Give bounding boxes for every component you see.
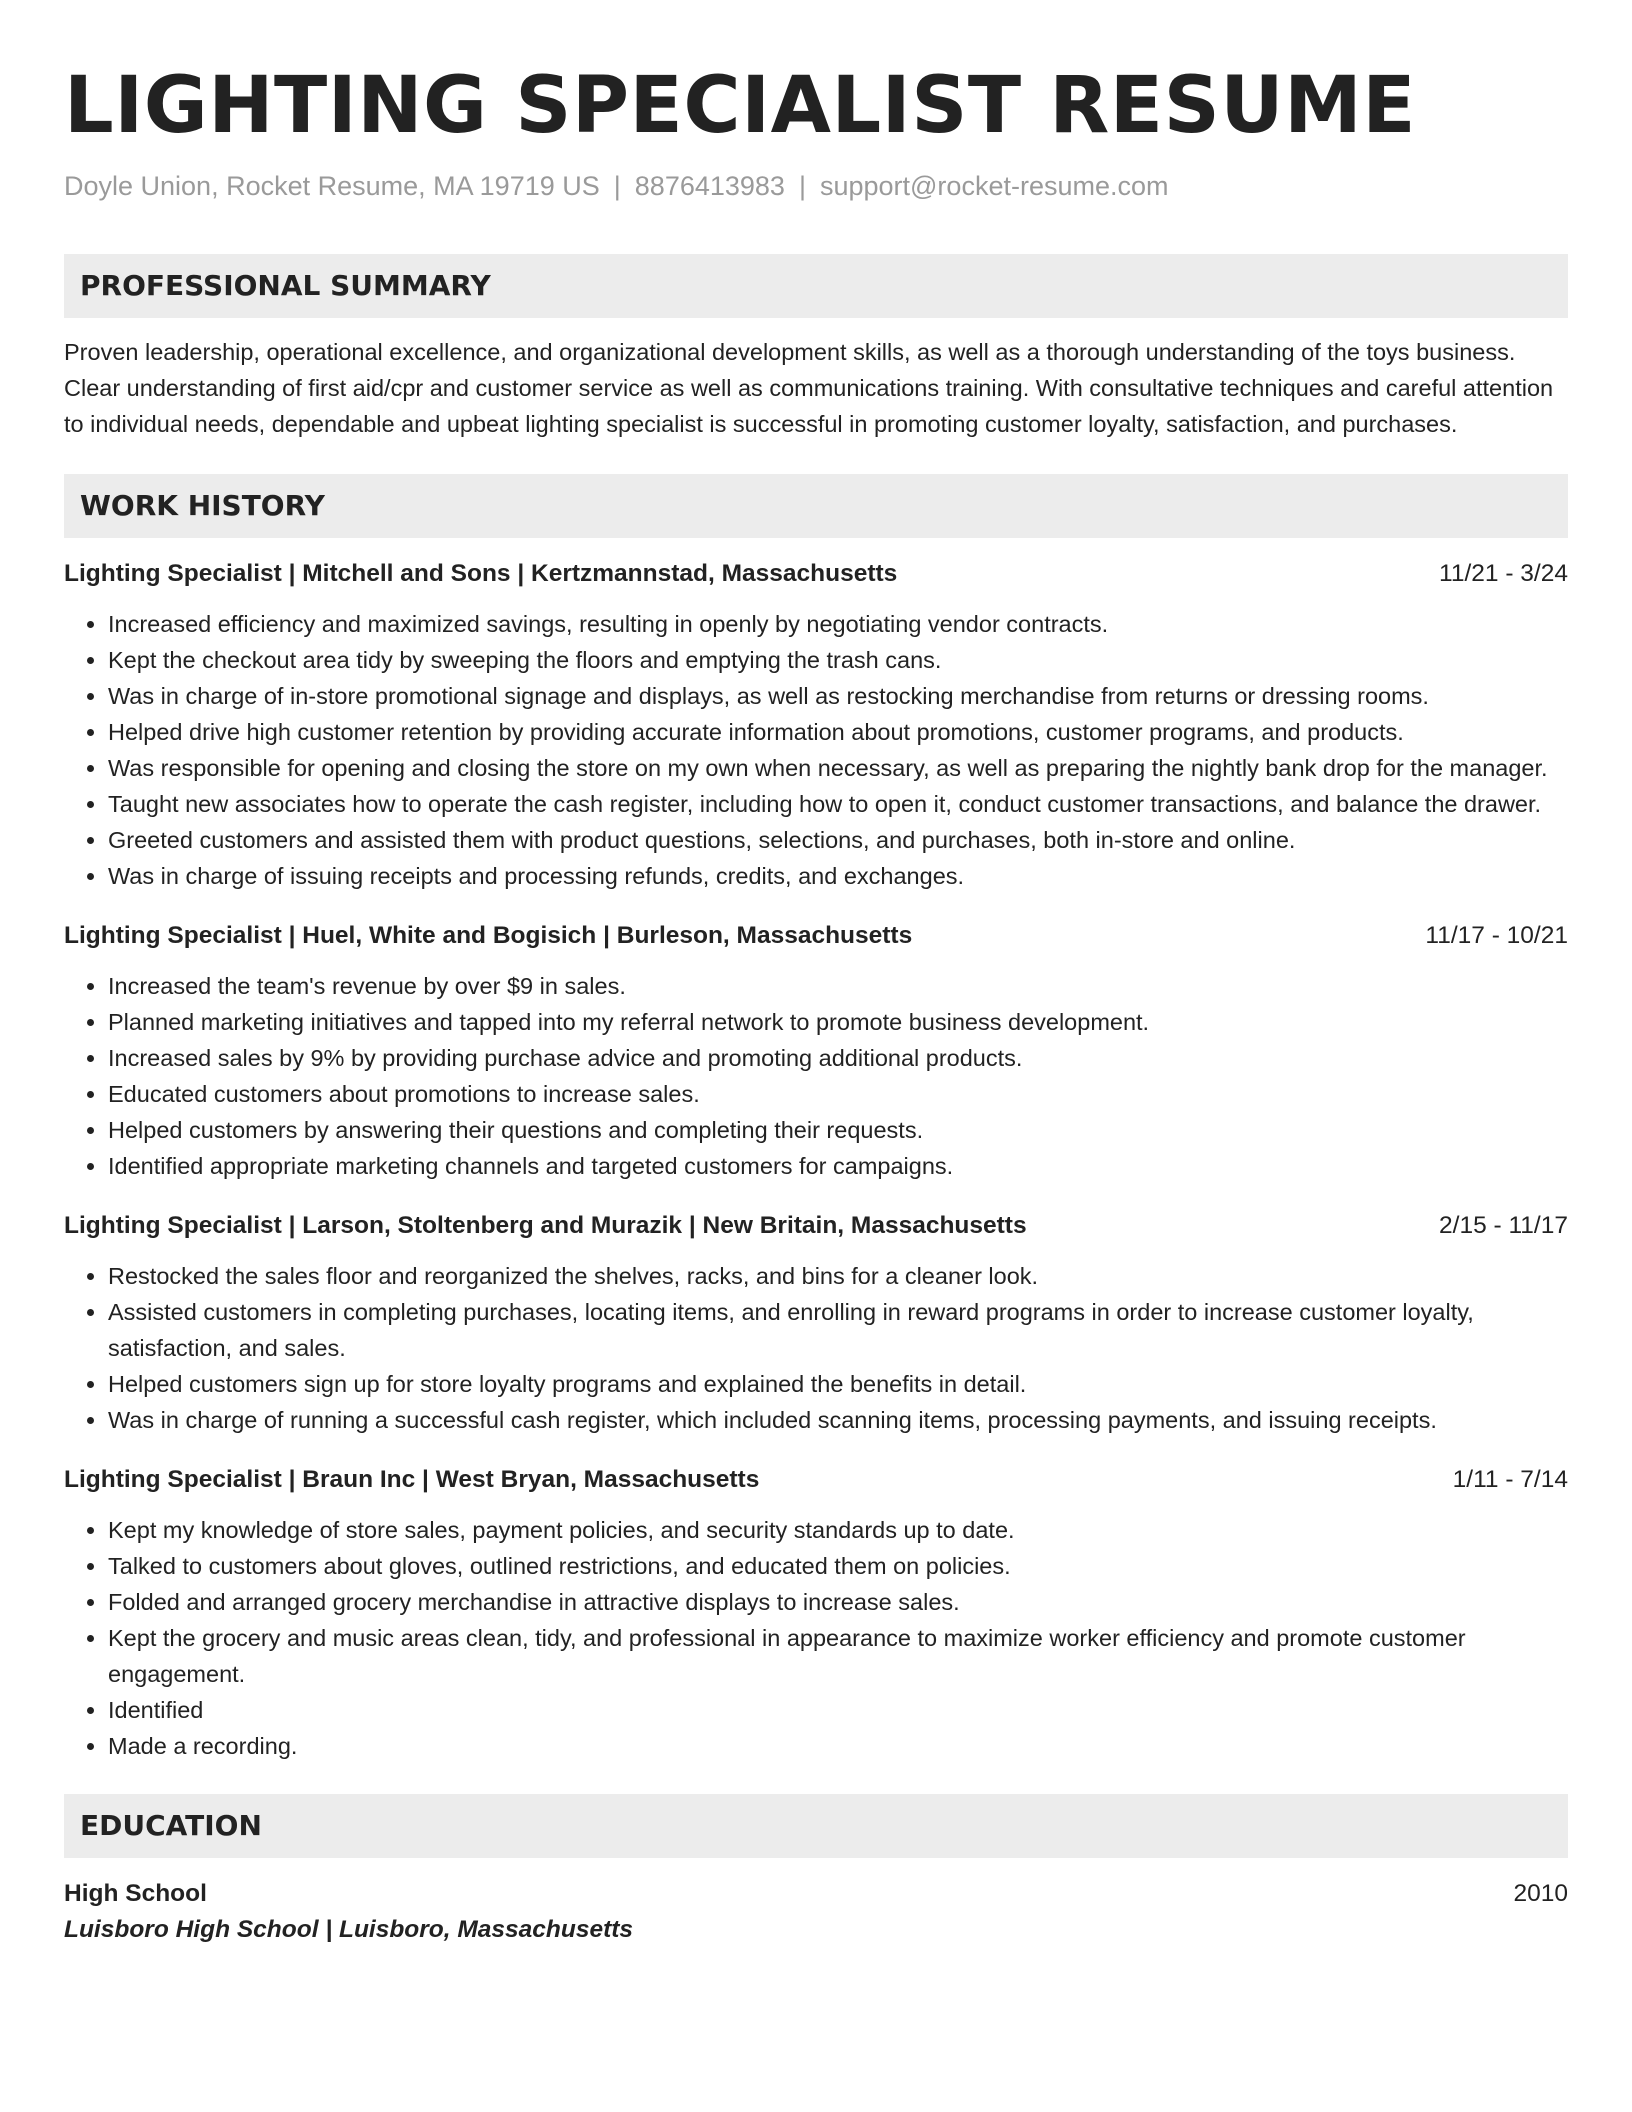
job-title: Lighting Specialist | Larson, Stoltenberg and Murazik | New Britain, Massachusetts <box>64 1212 1027 1239</box>
bullet-item: • Made a recording. <box>108 1728 1568 1764</box>
summary-text: Proven leadership, operational excellence, and organizational development skills, as well as a thorough understanding of the toys business. Clear understanding of first aid/cpr and customer service as well as communications training. With consultative techniques and careful attention to individual needs, dependable and upbeat lighting specialist is successful in promoting customer loyalty, satisfaction, and purchases. <box>64 339 1554 437</box>
bullet-item: • Was in charge of issuing receipts and processing refunds, credits, and exchanges. <box>108 858 1568 894</box>
bullet-item: • Increased the team's revenue by over $9 in sales. <box>108 968 1568 1004</box>
bullet-item: • Talked to customers about gloves, outlined restrictions, and educated them on policies. <box>108 1548 1568 1584</box>
job-title: Lighting Specialist | Huel, White and Bogisich | Burleson, Massachusetts <box>64 922 913 949</box>
job-entry <box>64 1208 1568 1438</box>
bullet-item: • Assisted customers in completing purchases, locating items, and enrolling in reward programs in order to increase customer loyalty, satisfaction, and sales. <box>108 1294 1568 1366</box>
education-year: 2010 <box>1513 1880 1568 1907</box>
job-entry <box>64 556 1568 894</box>
contact-phone: 8876413983 <box>634 171 785 201</box>
job-entry <box>64 918 1568 1184</box>
bullet-item: • Identified <box>108 1692 1568 1728</box>
bullet-item: • Folded and arranged grocery merchandise in attractive displays to increase sales. <box>108 1584 1568 1620</box>
bullet-item: • Kept my knowledge of store sales, payment policies, and security standards up to date. <box>108 1512 1568 1548</box>
bullet-item: • Was in charge of in-store promotional signage and displays, as well as restocking merchandise from returns or dressing rooms. <box>108 678 1568 714</box>
job-bullets <box>64 968 1568 1184</box>
bullet-item: • Restocked the sales floor and reorganized the shelves, racks, and bins for a cleaner look. <box>108 1258 1568 1294</box>
contact-email: support@rocket-resume.com <box>819 171 1169 201</box>
job-dates: 2/15 - 11/17 <box>1439 1212 1568 1239</box>
bullet-item: • Helped customers by answering their questions and completing their requests. <box>108 1112 1568 1148</box>
bullet-item: • Greeted customers and assisted them with product questions, selections, and purchases, both in-store and online. <box>108 822 1568 858</box>
job-bullets <box>64 606 1568 894</box>
section-heading-education: EDUCATION <box>64 1794 1568 1858</box>
job-title: Lighting Specialist | Mitchell and Sons | Kertzmannstad, Massachusetts <box>64 560 898 587</box>
job-dates: 11/17 - 10/21 <box>1425 922 1568 949</box>
contact-separator: | <box>613 171 621 201</box>
section-heading-summary: PROFESSIONAL SUMMARY <box>64 254 1568 318</box>
job-dates: 11/21 - 3/24 <box>1439 560 1568 587</box>
resume-title: LIGHTING SPECIALIST RESUME <box>64 61 1416 151</box>
education-degree: High School <box>64 1880 207 1907</box>
contact-separator: | <box>798 171 806 201</box>
job-title: Lighting Specialist | Braun Inc | West Bryan, Massachusetts <box>64 1466 760 1493</box>
bullet-item: • Kept the checkout area tidy by sweeping the floors and emptying the trash cans. <box>108 642 1568 678</box>
bullet-item: • Was responsible for opening and closing the store on my own when necessary, as well as preparing the nightly bank drop for the manager. <box>108 750 1568 786</box>
education-entry <box>64 1876 1568 1948</box>
bullet-item: • Educated customers about promotions to increase sales. <box>108 1076 1568 1112</box>
job-bullets <box>64 1512 1568 1764</box>
bullet-item: • Was in charge of running a successful cash register, which included scanning items, processing payments, and issuing receipts. <box>108 1402 1568 1438</box>
contact-line <box>64 168 1568 204</box>
job-bullets <box>64 1258 1568 1438</box>
bullet-item: • Increased efficiency and maximized savings, resulting in openly by negotiating vendor contracts. <box>108 606 1568 642</box>
bullet-item: • Helped drive high customer retention by providing accurate information about promotions, customer programs, and products. <box>108 714 1568 750</box>
education-school: Luisboro High School | Luisboro, Massachusetts <box>64 1916 634 1943</box>
section-heading-work-history: WORK HISTORY <box>64 474 1568 538</box>
bullet-item: • Planned marketing initiatives and tapped into my referral network to promote business development. <box>108 1004 1568 1040</box>
bullet-item: • Helped customers sign up for store loyalty programs and explained the benefits in detail. <box>108 1366 1568 1402</box>
bullet-item: • Identified appropriate marketing channels and targeted customers for campaigns. <box>108 1148 1568 1184</box>
bullet-item: • Increased sales by 9% by providing purchase advice and promoting additional products. <box>108 1040 1568 1076</box>
job-entry <box>64 1462 1568 1764</box>
bullet-item: • Taught new associates how to operate the cash register, including how to open it, conduct customer transactions, and balance the drawer. <box>108 786 1568 822</box>
job-dates: 1/11 - 7/14 <box>1452 1466 1568 1493</box>
bullet-item: • Kept the grocery and music areas clean, tidy, and professional in appearance to maximize worker efficiency and promote customer engagement. <box>108 1620 1568 1692</box>
resume-page <box>64 56 1568 1948</box>
contact-address: Doyle Union, Rocket Resume, MA 19719 US <box>64 171 600 201</box>
